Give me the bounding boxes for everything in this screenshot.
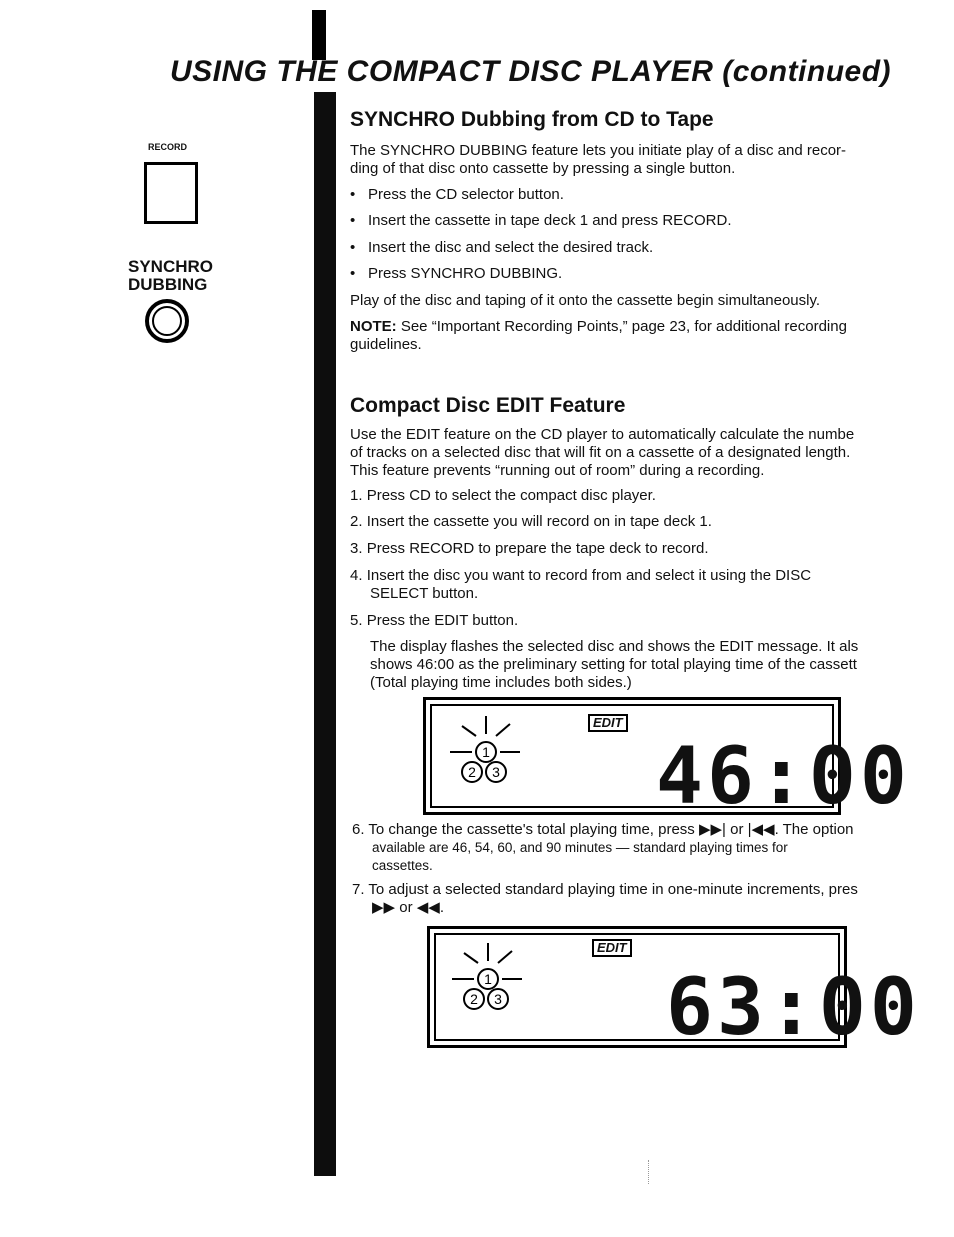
synchro-label-line2: DUBBING <box>128 275 208 294</box>
synchro-label-line1: SYNCHRO <box>128 257 214 276</box>
edit-step-7 <box>352 881 858 917</box>
step-number: 2. <box>350 513 363 530</box>
note-label: NOTE: <box>350 318 397 335</box>
edit-step5-detail <box>370 638 900 692</box>
step-text: To change the cassette's total playing time, press ▶▶| or |◀◀. The option <box>368 821 854 838</box>
bullet-text: Press the CD selector button. <box>368 186 564 203</box>
disc-1-label: 1 <box>482 744 490 760</box>
disc-indicator-icon <box>446 712 536 792</box>
step-number: 6. <box>352 821 365 838</box>
edit-indicator: EDIT <box>588 714 628 732</box>
synchro-heading: SYNCHRO Dubbing from CD to Tape <box>350 108 714 131</box>
step-text-cont: SELECT button. <box>370 585 479 602</box>
scan-artifact <box>648 1160 651 1184</box>
disc-indicator-icon <box>448 939 538 1019</box>
synchro-intro-line2: ding of that disc onto cassette by pressing a single button. <box>350 160 736 177</box>
edit-step-4 <box>350 567 811 603</box>
section-vertical-bar <box>314 92 336 1176</box>
synchro-result: Play of the disc and taping of it onto the cassette begin simultaneously. <box>350 292 821 309</box>
synchro-dubbing-label <box>128 258 213 294</box>
edit-step-5 <box>350 612 518 630</box>
step-number: 5. <box>350 612 363 629</box>
synchro-button-illustration <box>145 299 189 343</box>
detail-line1: The display flashes the selected disc and shows the EDIT message. It als <box>370 638 859 655</box>
note-line2: guidelines. <box>350 336 422 353</box>
edit-indicator: EDIT <box>592 939 632 957</box>
disc-3-label: 3 <box>492 764 500 780</box>
detail-line2: shows 46:00 as the preliminary setting for total playing time of the cassett <box>370 656 857 673</box>
step-number: 1. <box>350 487 363 504</box>
synchro-intro-line1: The SYNCHRO DUBBING feature lets you initiate play of a disc and recor- <box>350 142 847 159</box>
step-text: Insert the disc you want to record from and select it using the DISC <box>366 567 812 584</box>
step-text: To adjust a selected standard playing time in one-minute increments, pres <box>368 881 858 898</box>
edit-intro-line3: This feature prevents “running out of room” during a recording. <box>350 462 765 479</box>
step-text-cont: available are 46, 54, 60, and 90 minutes — standard playing times for <box>372 840 788 855</box>
synchro-intro <box>350 142 895 178</box>
step-text-cont: cassettes. <box>372 858 433 873</box>
synchro-bullet-3: • Insert the disc and select the desired track. <box>350 239 654 256</box>
step-text: Press RECORD to prepare the tape deck to record. <box>366 540 709 557</box>
time-readout: 63:00 <box>666 963 921 1053</box>
edit-step-1 <box>350 487 656 505</box>
edit-step-6 <box>352 821 854 875</box>
edit-intro-line1: Use the EDIT feature on the CD player to automatically calculate the numbe <box>350 426 855 443</box>
synchro-bullet-4: • Press SYNCHRO DUBBING. <box>350 265 563 282</box>
step-number: 7. <box>352 881 365 898</box>
disc-2-label: 2 <box>470 991 478 1007</box>
disc-2-label: 2 <box>468 764 476 780</box>
synchro-bullet-2: • Insert the cassette in tape deck 1 and press RECORD. <box>350 212 732 229</box>
edit-intro-line2: of tracks on a selected disc that will fit on a cassette of a designated length. <box>350 444 851 461</box>
record-button-illustration <box>144 162 198 224</box>
synchro-note <box>350 318 895 354</box>
lcd-display-2 <box>427 926 921 1053</box>
bullet-text: Insert the cassette in tape deck 1 and press RECORD. <box>368 212 732 229</box>
synchro-bullet-1: • Press the CD selector button. <box>350 186 564 203</box>
bullet-text: Press SYNCHRO DUBBING. <box>368 265 563 282</box>
lcd-display-1 <box>423 697 911 822</box>
edit-intro <box>350 426 895 480</box>
page-title: USING THE COMPACT DISC PLAYER (continued) <box>170 55 892 88</box>
disc-3-label: 3 <box>494 991 502 1007</box>
note-line1: See “Important Recording Points,” page 23, for additional recording <box>396 318 847 335</box>
step-text: Press the EDIT button. <box>366 612 519 629</box>
step-number: 3. <box>350 540 363 557</box>
step-text: Insert the cassette you will record on in tape deck 1. <box>366 513 712 530</box>
detail-line3: (Total playing time includes both sides.) <box>370 674 632 691</box>
step-number: 4. <box>350 567 363 584</box>
time-readout: 46:00 <box>656 732 911 822</box>
step-text: Press CD to select the compact disc player. <box>366 487 656 504</box>
step-text-cont: ▶▶ or ◀◀. <box>372 899 444 916</box>
edit-step-2 <box>350 513 712 531</box>
edit-step-3 <box>350 540 709 558</box>
header-marker-bar <box>312 10 326 60</box>
record-label: RECORD <box>148 142 188 152</box>
disc-1-label: 1 <box>484 971 492 987</box>
edit-heading: Compact Disc EDIT Feature <box>350 394 626 417</box>
bullet-text: Insert the disc and select the desired track. <box>368 239 654 256</box>
